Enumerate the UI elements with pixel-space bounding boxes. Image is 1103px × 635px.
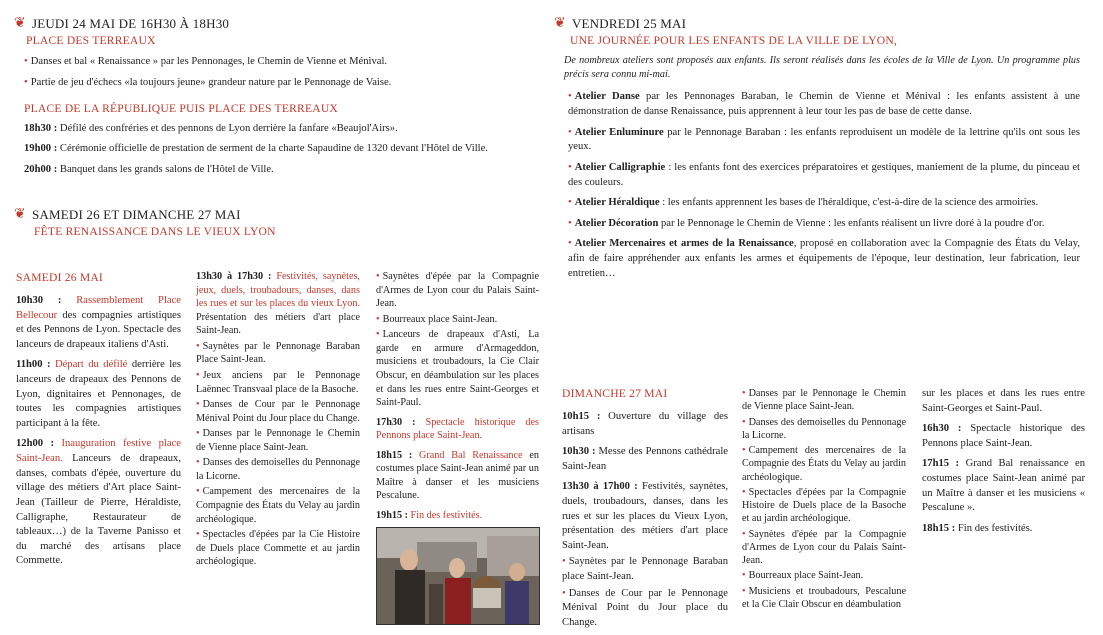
event-item: 19h15 : Fin des festivités. (376, 510, 483, 521)
red-bullet-icon: • (376, 271, 380, 282)
event-item: 12h00 : Inauguration festive place Saint-Jean. Lanceurs de drapeaux, danses, combats d'épée, ouverture du village des métiers d'Art place Saint-Jean (Tailleur de Pierre, Héraldiste, Calligraphe, Restaurateur de tableaux…) de la Taverne Panisso et du marché des artisans place Commette. (16, 438, 181, 567)
red-bullet-icon: • (742, 528, 746, 540)
red-bullet-icon: • (196, 340, 200, 352)
list-item: • Saynètes d'épée par la Compagnie d'Armes de Lyon cour du Palais Saint-Jean. (376, 271, 539, 310)
thursday-bullets (24, 55, 534, 90)
red-bullet-icon: • (568, 91, 572, 103)
list-item: • Danses par le Pennonage le Chemin de Vienne place Saint-Jean. (196, 428, 360, 453)
red-bullet-icon: • (196, 399, 200, 411)
saturday-column-1 (16, 270, 181, 575)
fleur-icon: ❦ (14, 207, 26, 222)
thursday-section (14, 14, 534, 183)
event-item: 16h30 : Spectacle historique des Pennons place Saint-Jean. (922, 423, 1085, 449)
weekend-header (14, 205, 534, 240)
list-item: • Atelier Mercenaires et armes de la Renaissance, proposé en collaboration avec la Compagnie des États du Velay, afin de faire appréhender aux enfants les armes et équipements de l'époque, leur destination, leur fabrication, leur entretien… (568, 238, 1080, 279)
red-bullet-icon: • (196, 369, 200, 381)
event-item: 17h15 : Grand Bal renaissance en costumes place Saint-Jean animé par un Maître à danser et les musiciens « Pescalune ». (922, 458, 1085, 514)
event-item: 18h30 : Défilé des confréries et des pennons de Lyon derrière la fanfare «Beaujol'Airs». (24, 122, 398, 134)
red-bullet-icon: • (742, 388, 746, 399)
red-bullet-icon: • (568, 126, 572, 138)
event-item: 13h30 à 17h30 : Festivités, saynètes, jeux, duels, troubadours, danses, dans les rues et sur les places du vieux Lyon. Présentation des métiers d'art place Saint-Jean. (196, 271, 360, 337)
red-bullet-icon: • (24, 76, 28, 88)
list-item: • Danses et bal « Renaissance » par les Pennonages, le Chemin de Vienne et Ménival. (24, 56, 388, 68)
list-item: • Danses de Cour par le Pennonage Ménival Point du Jour place du Change. (196, 399, 360, 424)
friday-section (554, 14, 1080, 287)
sunday-column-2 (742, 387, 906, 613)
list-item: • Saynètes d'épée par la Compagnie d'Armes de Lyon cour du Palais Saint-Jean. (742, 528, 906, 566)
list-item: • Danses des demoiselles du Pennonage la Licorne. (196, 457, 360, 482)
red-bullet-icon: • (376, 329, 380, 341)
fleur-icon: ❦ (554, 16, 566, 31)
list-item: • Saynètes par le Pennonage Baraban place Saint-Jean. (562, 556, 728, 583)
list-item: • Atelier Héraldique : les enfants apprennent les bases de l'héraldique, c'est-à-dire de la science des armoiries. (568, 197, 1039, 209)
list-item: • Spectacles d'épées par la Cie Histoire de Duels place Commette et au jardin archéologique. (196, 529, 360, 568)
event-item: 18h15 : Fin des festivités. (922, 522, 1033, 534)
red-bullet-icon: • (196, 457, 200, 469)
red-bullet-icon: • (562, 587, 566, 599)
list-item: • Saynètes par le Pennonage Baraban Place Saint-Jean. (196, 340, 360, 366)
sunday-header: DIMANCHE 27 MAI (562, 387, 668, 400)
list-item: • Danses par le Pennonage le Chemin de Vienne place Saint-Jean. (742, 388, 906, 413)
thursday-place2: PLACE DE LA RÉPUBLIQUE PUIS PLACE DES TERREAUX (24, 101, 338, 115)
list-item: • Bourreaux place Saint-Jean. (742, 570, 864, 582)
red-bullet-icon: • (196, 428, 200, 440)
red-bullet-icon: • (24, 56, 28, 68)
sunday-column-3 (922, 387, 1085, 542)
list-item: • Jeux anciens par le Pennonage Laënnec Transvaal place de la Basoche. (196, 369, 360, 395)
red-bullet-icon: • (196, 529, 200, 541)
list-item: • Danses de Cour par le Pennonage Ménival Point du Jour place du Change. (562, 587, 728, 628)
list-item: • Lanceurs de drapeaux d'Asti, La garde en armure d'Armageddon, musiciens et troubadours, la Cie Clair Obscur, en déambulation sur les places et dans les rues entre Saint-Georges et Saint-Paul. (376, 329, 539, 409)
red-bullet-icon: • (742, 445, 746, 456)
festival-photo (376, 527, 540, 625)
event-item: 11h00 : Départ du défilé derrière les lanceurs de drapeaux des Pennons de Lyon, dignitaires et Pennonages, de toutes les compagnies artistiques participant à la fête. (16, 359, 181, 429)
friday-ateliers (568, 90, 1080, 281)
list-item: • Atelier Enluminure par le Pennonage Baraban : les enfants reproduisent un modèle de la lettrine qu'ils ont sous les yeux. (568, 126, 1080, 153)
thursday-title (14, 14, 534, 33)
list-item: • Danses des demoiselles du Pennonage la Licorne. (742, 416, 906, 441)
red-bullet-icon: • (568, 197, 572, 209)
list-item: • Spectacles d'épées par la Compagnie Histoire de Duels place de la Basoche et au jardin archéologique. (742, 486, 906, 525)
list-item: • Bourreaux place Saint-Jean. (376, 313, 498, 325)
event-item: 10h30 : Rassemblement Place Bellecour des compagnies artistiques et des Pennons de Lyon. Spectacle des lanceurs de drapeaux italiens d'Asti. (16, 294, 181, 350)
fleur-icon: ❦ (14, 16, 26, 31)
weekend-title: ❦ SAMEDI 26 ET DIMANCHE 27 MAI (14, 205, 534, 224)
thursday-events (24, 122, 534, 178)
weekend-subtitle: FÊTE RENAISSANCE DANS LE VIEUX LYON (34, 225, 276, 239)
red-bullet-icon: • (742, 570, 746, 582)
list-item: • Campement des mercenaires de la Compagnie des États du Velay au jardin archéologique. (742, 445, 906, 483)
red-bullet-icon: • (742, 416, 746, 428)
red-bullet-icon: • (742, 585, 746, 597)
red-bullet-icon: • (568, 217, 572, 229)
list-item: • Atelier Décoration par le Pennonage le Chemin de Vienne : les enfants réalisent un livre doré à la poudre d'or. (568, 217, 1045, 229)
event-item: 10h30 : Messe des Pennons cathédrale Saint-Jean (562, 446, 728, 472)
event-item: 13h30 à 17h00 : Festivités, saynètes, duels, troubadours, danses, dans les rues et sur les places du Vieux Lyon, présentation des métiers d'art place Saint-Jean. (562, 481, 728, 551)
event-item: 18h15 : Grand Bal Renaissance en costumes place Saint-Jean animé par un Maître à danser et les musiciens Pescalune. (376, 449, 539, 502)
red-bullet-icon: • (568, 161, 572, 173)
red-bullet-icon: • (376, 313, 380, 325)
friday-subtitle: UNE JOURNÉE POUR LES ENFANTS DE LA VILLE DE LYON, (570, 34, 898, 48)
event-item: 19h00 : Cérémonie officielle de prestation de serment de la charte Sapaudine de 1320 devant l'Hôtel de Ville. (24, 143, 488, 155)
event-item: 10h15 : Ouverture du village des artisans (562, 410, 728, 437)
list-item: • Partie de jeu d'échecs «la toujours jeune» grandeur nature par le Pennonage de Vaise. (24, 76, 392, 88)
list-item: • Campement des mercenaires de la Compagnie des États du Velay au jardin archéologique. (196, 486, 360, 525)
friday-intro: De nombreux ateliers sont proposés aux enfants. Ils seront réalisés dans les écoles de la Ville de Lyon. Un programme plus précis sera connu mi-mai. (564, 55, 1080, 81)
sunday-column-1 (562, 386, 728, 633)
red-bullet-icon: • (568, 238, 572, 250)
list-item: • Atelier Calligraphie : les enfants font des exercices préparatoires et gestiques, maniement de la plume, du pinceau et des couleurs. (568, 161, 1081, 188)
event-item: 20h00 : Banquet dans les grands salons de l'Hôtel de Ville. (24, 163, 274, 175)
list-item: • Musiciens et troubadours, Pescalune et la Cie Clair Obscur en déambulation (742, 585, 906, 610)
event-item: 17h30 : Spectacle historique des Pennons place Saint-Jean. (376, 416, 539, 442)
event-continuation: sur les places et dans les rues entre Saint-Georges et Saint-Paul. (922, 388, 1085, 414)
saturday-column-2 (196, 270, 360, 571)
list-item: • Atelier Danse par les Pennonages Baraban, le Chemin de Vienne et Ménival : les enfants assistent à une démonstration de danse Renaissance, puis apprennent à leur tour les pas de base de cette danse. (568, 91, 1080, 118)
red-bullet-icon: • (742, 486, 746, 498)
saturday-header: SAMEDI 26 MAI (16, 271, 103, 284)
thursday-title-text: JEUDI 24 MAI DE 16H30 À 18H30 (31, 15, 230, 31)
red-bullet-icon: • (196, 486, 200, 498)
saturday-column-3 (376, 270, 539, 529)
red-bullet-icon: • (562, 556, 566, 568)
thursday-place1: PLACE DES TERREAUX (26, 34, 156, 48)
friday-title: ❦ VENDREDI 25 MAI (554, 14, 1080, 33)
